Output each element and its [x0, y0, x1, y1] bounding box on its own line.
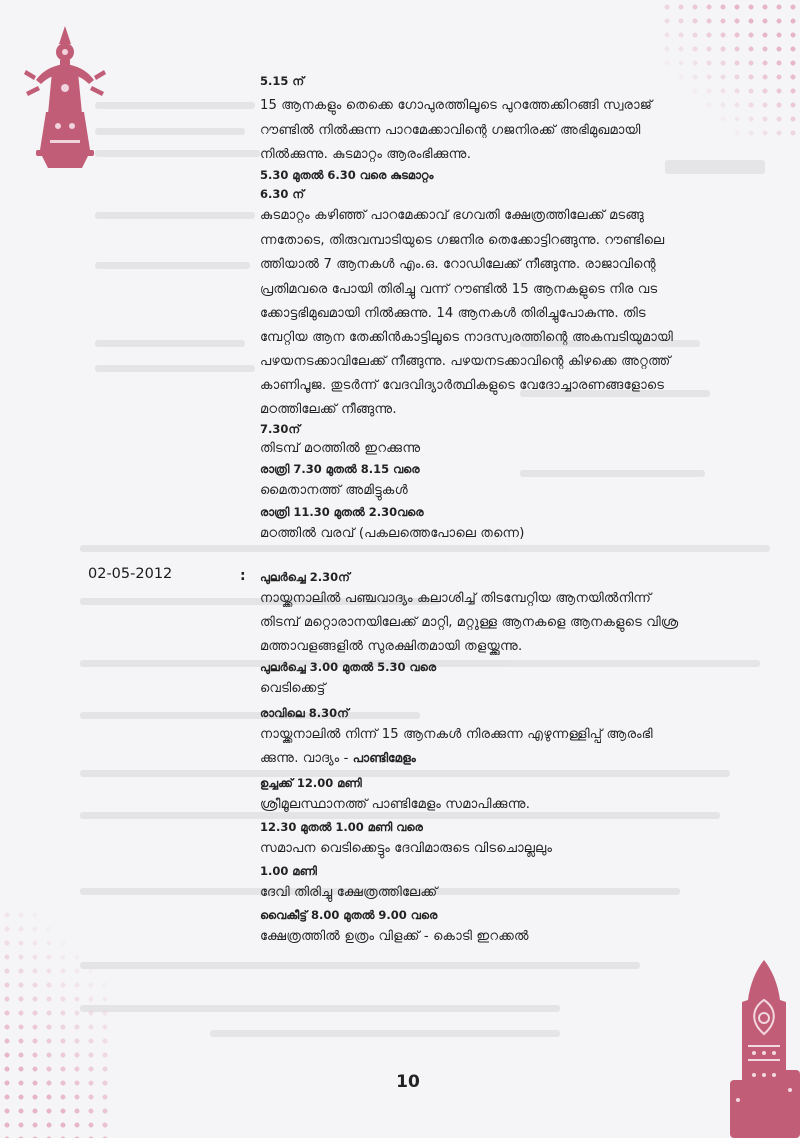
time-heading: രാത്രി 7.30 മുതൽ 8.15 വരെ	[260, 462, 420, 476]
time-heading: 12.30 മുതൽ 1.00 മണി വരെ	[260, 820, 423, 834]
time-heading: 1.00 മണി	[260, 864, 317, 878]
time-heading: രാത്രി 11.30 മുതൽ 2.30വരെ	[260, 505, 424, 519]
paragraph-line: കുടമാറ്റം കഴിഞ്ഞ് പാറമേക്കാവ് ഭഗവതി ക്ഷേത്രത്തിലേക്ക് മടങ്ങു	[260, 208, 644, 223]
paragraph-bold-text: പാണ്ടിമേളം	[352, 751, 416, 765]
paragraph-line: മഠത്തിലേക്ക് നീങ്ങുന്നു.	[260, 402, 397, 417]
paragraph-line: ത്തിയാൽ 7 ആനകൾ എം.ഒ. റോഡിലേക്ക് നീങ്ങുന്നു. രാജാവിന്റെ	[260, 257, 656, 272]
decorative-dots-bottom-left	[0, 908, 110, 1138]
paragraph-line: മ്പേറ്റിയ ആന തേക്കിൻകാട്ടിലൂടെ നാദസ്വരത്തിന്റെ അകമ്പടിയുമായി	[260, 330, 673, 345]
time-heading: പുലർച്ചെ 2.30ന്	[260, 570, 350, 584]
paragraph-line: പഴയനടക്കാവിലേക്ക് നീങ്ങുന്നു. പഴയനടക്കാവിന്റെ കിഴക്കെ അറ്റത്ത്	[260, 354, 671, 369]
paragraph-line: മത്താവളങ്ങളിൽ സുരക്ഷിതമായി തളയ്ക്കുന്നു.	[260, 639, 523, 654]
time-heading: വൈകീട്ട് 8.00 മുതൽ 9.00 വരെ	[260, 908, 438, 922]
paragraph-line: ശ്രീമൂലസ്ഥാനത്ത് പാണ്ടിമേളം സമാപിക്കുന്നു.	[260, 797, 531, 812]
paragraph-line: ദേവി തിരിച്ചു ക്ഷേത്രത്തിലേക്ക്	[260, 885, 438, 900]
paragraph-line: തിടമ്പ് മറ്റൊരാനയിലേക്ക് മാറ്റി, മറ്റുള്ള ആനകളെ ആനകളുടെ വിശ്ര	[260, 615, 679, 630]
time-heading: 5.15 ന്	[260, 74, 305, 88]
paragraph-text: ക്കുന്നു. വാദ്യം -	[260, 751, 353, 766]
paragraph-line: കാണിപൂജ. തുടർന്ന് വേദവിദ്യാർത്ഥികളുടെ വേദോച്ചാരണങ്ങളോടെ	[260, 378, 665, 393]
paragraph-line: മഠത്തിൽ വരവ് (പകലത്തെപോലെ തന്നെ)	[260, 526, 525, 541]
deity-figure-icon	[20, 22, 110, 172]
paragraph-line: തിടമ്പ് മഠത്തിൽ ഇറക്കുന്നു	[260, 441, 421, 456]
paragraph-line: ന്നതോടെ, തിരുവമ്പാടിയുടെ ഗജനിര തെക്കോട്ടിറങ്ങുന്നു. റൗണ്ടിലെ	[260, 233, 665, 248]
time-heading: രാവിലെ 8.30ന്	[260, 706, 349, 720]
paragraph-line: ക്ഷേത്രത്തിൽ ഉത്രം വിളക്ക് - കൊടി ഇറക്കൽ	[260, 929, 529, 944]
decorative-dots-top-right	[660, 0, 800, 140]
paragraph-line: 15 ആനകളും തെക്കെ ഗോപുരത്തിലൂടെ പുറത്തേക്കിറങ്ങി സ്വരാജ്	[260, 98, 653, 113]
paragraph-line: മൈതാനത്ത് അമിട്ടുകൾ	[260, 483, 408, 498]
page-number: 10	[396, 1072, 420, 1092]
paragraph-line: വെടിക്കെട്ട്	[260, 681, 326, 696]
time-heading: 5.30 മുതൽ 6.30 വരെ കുടമാറ്റം	[260, 168, 434, 182]
date-label: 02-05-2012	[88, 566, 173, 582]
time-heading: 6.30 ന്	[260, 187, 305, 201]
paragraph-line: പ്രതിമവരെ പോയി തിരിച്ചു വന്ന് റൗണ്ടിൽ 15 ആനകളുടെ നിര വട	[260, 282, 658, 297]
paragraph-line: നായ്ക്കനാലിൽ പഞ്ചവാദ്യം കലാശിച്ച് തിടമ്പേറ്റിയ ആനയിൽനിന്ന്	[260, 591, 652, 606]
time-heading: ഉച്ചക്ക് 12.00 മണി	[260, 776, 362, 790]
paragraph-line: സമാപന വെടിക്കെട്ടും ദേവിമാരുടെ വിടചൊല്ലലും	[260, 841, 553, 856]
time-heading: 7.30ന്	[260, 422, 301, 436]
caparisoned-elephant-icon	[728, 960, 800, 1138]
paragraph-line	[260, 746, 416, 771]
paragraph-line: റൗണ്ടിൽ നിൽക്കുന്ന പാറമേക്കാവിന്റെ ഗജനിരക്ക് അഭിമുഖമായി	[260, 123, 641, 138]
time-heading: പുലർച്ചെ 3.00 മുതൽ 5.30 വരെ	[260, 660, 437, 674]
date-separator: :	[240, 568, 246, 584]
paragraph-line: നിൽക്കുന്നു. കുടമാറ്റം ആരംഭിക്കുന്നു.	[260, 147, 472, 162]
paragraph-line: ക്കോട്ടഭിമുഖമായി നിൽക്കുന്നു. 14 ആനകൾ തിരിച്ചുപോകുന്നു. തിട	[260, 306, 646, 321]
paragraph-line: നായ്ക്കനാലിൽ നിന്ന് 15 ആനകൾ നിരക്കുന്ന എഴുന്നള്ളിപ്പ് ആരംഭി	[260, 727, 653, 742]
